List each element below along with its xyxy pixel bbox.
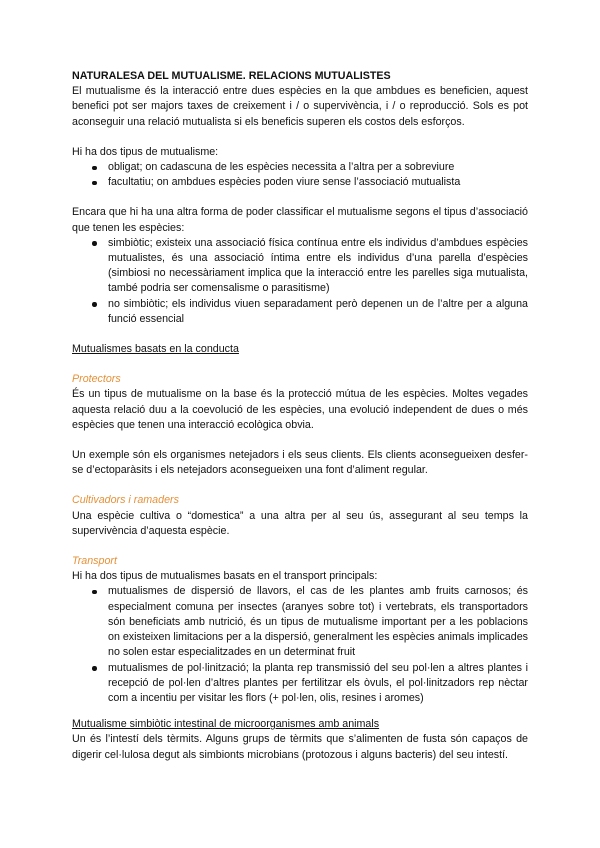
list-item: mutualismes de dispersió de llavors, el cas de les plantes amb fruits carnosos; és especialment comuna per insectes (aranyes sobre tot) i vertebrats, els transportadors són beneficiats amb nutrició, és un tipus de mutualisme important per a les poblacions on existeixen limitacions per a la dispersió, generalment les espècies animals implicades no solen estar especialitzades en un determinat fruit xyxy=(72,584,528,660)
document-title: NATURALESA DEL MUTUALISME. RELACIONS MUTUALISTES xyxy=(72,70,391,82)
types-lead: Hi ha dos tipus de mutualisme: xyxy=(72,145,219,158)
symbiotic-paragraph: Un és l’intestí dels tèrmits. Alguns grups de tèrmits que s’alimenten de fusta són capaços de digerir cel·lulosa degut als simbionts microbians (protozous i alguns bacteris) del seu intestí. xyxy=(72,733,528,761)
transport-list xyxy=(72,584,528,706)
list-item: no simbiòtic; els individus viuen separadament però depenen un de l’altre per a alguna funció essencial xyxy=(72,297,528,327)
subheading-protectors: Protectors xyxy=(72,373,121,386)
types-list xyxy=(72,160,528,190)
section-heading-conduct: Mutualismes basats en la conducta xyxy=(72,343,239,356)
classification-lead: Encara que hi ha una altra forma de poder classificar el mutualisme segons el tipus d’associació que tenen les espècies: xyxy=(72,206,528,234)
protectors-paragraph-2: Un exemple són els organismes netejadors i els seus clients. Els clients aconsegueixen desfer-se d’ectoparàsits i els netejadors aconsegueixen una font d’aliment regular. xyxy=(72,449,528,477)
list-item: facultatiu; on ambdues espècies poden viure sense l’associació mutualista xyxy=(72,175,528,190)
list-item: simbiòtic; existeix una associació física contínua entre els individus d’ambdues espècies mutualistes, és una associació íntima entre els individus d’una parella d’espècies (simbiosi no necessàriament implica que la interacció entre les parelles siga mutualista, també podria ser comensalisme o parasitisme) xyxy=(72,236,528,297)
section-heading-symbiotic: Mutualisme simbiòtic intestinal de microorganismes amb animals xyxy=(72,718,380,731)
subheading-transport: Transport xyxy=(72,555,117,568)
list-item: mutualismes de pol·linització; la planta rep transmissió del seu pol·len a altres plantes i recepció de pol·len d’altres plantes per fertilitzar els òvuls, el pol·linitzadors rep nèctar com a incentiu per visitar les flors (+ pol·len, olis, resines i aromes) xyxy=(72,661,528,707)
transport-lead: Hi ha dos tipus de mutualismes basats en el transport principals: xyxy=(72,570,378,583)
cultivators-paragraph: Una espècie cultiva o “domestica” a una altra per al seu ús, assegurant al seu temps la supervivència d’aquesta espècie. xyxy=(72,509,528,537)
protectors-paragraph-1: És un tipus de mutualisme on la base és la protecció mútua de les espècies. Moltes vegades aquesta relació duu a la coevolució de les espècies, una evolució independent de dues o més espècies que tenen una interacció ecològica obvia. xyxy=(72,388,528,431)
intro-paragraph: El mutualisme és la interacció entre dues espècies en la que ambdues es beneficien, aquest benefici pot ser majors taxes de creixement i / o supervivència, i / o reproducció. Sols es pot aconseguir una relació mutualista si els beneficis superen els costos dels esforços. xyxy=(72,85,528,128)
subheading-cultivators: Cultivadors i ramaders xyxy=(72,494,179,507)
document-page xyxy=(72,69,528,763)
classification-list xyxy=(72,236,528,327)
list-item: obligat; on cadascuna de les espècies necessita a l’altra per a sobreviure xyxy=(72,160,528,175)
